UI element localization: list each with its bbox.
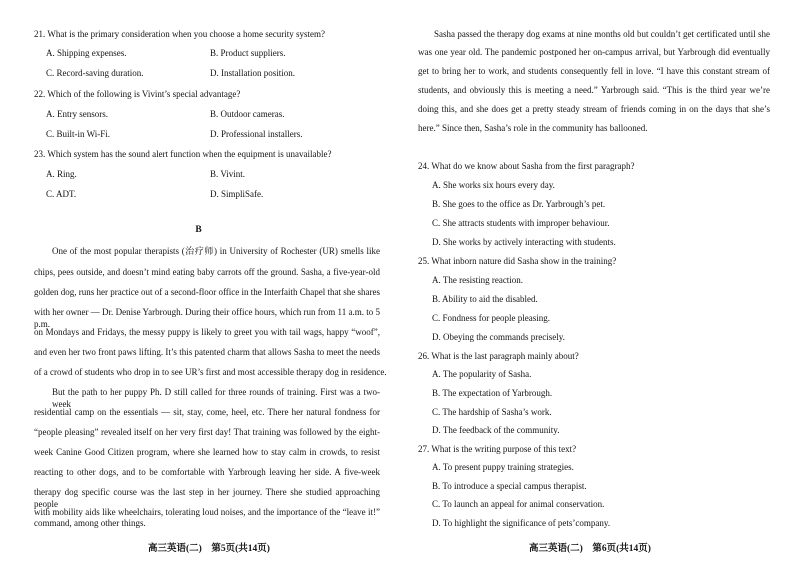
option-23a: A. Ring.: [46, 169, 77, 179]
passage-line: students, and obviously this is meeting a need.” Yarbrough said. “This is the third year we’re: [418, 85, 770, 95]
passage-line: get to bring her to work, and students consequently fell in love. “I have this constant stream of: [418, 66, 770, 76]
option-26b: B. The expectation of Yarbrough.: [432, 388, 553, 398]
passage-line: Sasha passed the therapy dog exams at nine months old but couldn’t get certificated until she: [434, 29, 770, 39]
option-27a: A. To present puppy training strategies.: [432, 462, 574, 472]
passage-line: therapy dog specific course was the last step in her journey. There she studied approaching people: [34, 487, 380, 509]
passage-line: reacting to other dogs, and to be comfortable with Yarbrough leaving her side. A five-week: [34, 467, 380, 477]
question-25-stem: 25. What inborn nature did Sasha show in the training?: [418, 256, 617, 266]
option-22c: C. Built-in Wi-Fi.: [46, 129, 110, 139]
page-footer-right: 高三英语(二) 第6页(共14页): [529, 544, 651, 554]
option-24b: B. She goes to the office as Dr. Yarbrough’s pet.: [432, 199, 606, 209]
question-26-stem: 26. What is the last paragraph mainly about?: [418, 351, 579, 361]
passage-line: command, among other things.: [34, 518, 146, 528]
question-27-stem: 27. What is the writing purpose of this text?: [418, 444, 577, 454]
option-21c: C. Record-saving duration.: [46, 68, 144, 78]
page-footer-left: 高三英语(二) 第5页(共14页): [148, 544, 270, 554]
question-21-stem: 21. What is the primary consideration when you choose a home security system?: [34, 29, 326, 39]
option-23c: C. ADT.: [46, 189, 77, 199]
passage-line: with mobility aids like wheelchairs, tolerating loud noises, and the importance of the “leave it!”: [34, 507, 380, 517]
option-22b: B. Outdoor cameras.: [210, 109, 285, 119]
passage-line: “people pleasing” revealed itself on her very first day! That training was followed by the eight-: [34, 427, 380, 437]
option-21a: A. Shipping expenses.: [46, 48, 127, 58]
passage-line: on Mondays and Fridays, the messy puppy is likely to greet you with tail wags, happy “woof”,: [34, 327, 380, 337]
option-23d: D. SimpliSafe.: [210, 189, 264, 199]
option-27d: D. To highlight the significance of pets’company.: [432, 518, 611, 528]
passage-line: here.” Since then, Sasha’s role in the community has ballooned.: [418, 123, 648, 133]
option-23b: B. Vivint.: [210, 169, 246, 179]
option-27b: B. To introduce a special campus therapist.: [432, 481, 587, 491]
passage-line: chips, pees outside, and doesn’t mind eating baby carrots off the ground. Sasha, a five-year-old: [34, 267, 380, 277]
option-21b: B. Product suppliers.: [210, 48, 286, 58]
option-24c: C. She attracts students with improper behaviour.: [432, 218, 610, 228]
question-22-stem: 22. Which of the following is Vivint’s special advantage?: [34, 89, 241, 99]
option-26d: D. The feedback of the community.: [432, 425, 560, 435]
passage-line: residential camp on the essentials — sit, stay, come, heel, etc. There her natural fondness for: [34, 407, 380, 417]
option-26a: A. The popularity of Sasha.: [432, 369, 532, 379]
question-23-stem: 23. Which system has the sound alert function when the equipment is unavailable?: [34, 149, 332, 159]
passage-line: But the path to her puppy Ph. D still called for three rounds of training. First was a two-week: [52, 387, 380, 409]
option-25d: D. Obeying the commands precisely.: [432, 332, 565, 342]
passage-line: One of the most popular therapists (治疗师) in University of Rochester (UR) smells like: [52, 246, 380, 256]
option-24a: A. She works six hours every day.: [432, 180, 555, 190]
option-25a: A. The resisting reaction.: [432, 275, 524, 285]
option-22d: D. Professional installers.: [210, 129, 303, 139]
passage-line: golden dog, runs her practice out of a second-floor office in the Interfaith Chapel that she shares: [34, 287, 380, 297]
passage-line: was one year old. The pandemic postponed her on-campus arrival, but Yarbrough did eventually: [418, 47, 770, 57]
option-25b: B. Ability to aid the disabled.: [432, 294, 538, 304]
passage-line: and even her two front paws lifting. It’s this patented charm that allows Sasha to meet the needs: [34, 347, 380, 357]
passage-line: with her owner — Dr. Denise Yarbrough. During their office hours, which run from 11 a.m. to 5 p.m.: [34, 307, 380, 329]
passage-line: doing this, and she does get a pretty steady stream of friends coming in on the days that she’s: [418, 104, 770, 114]
right-page: [397, 0, 794, 561]
passage-line: week Canine Good Citizen program, where she learned how to stay calm in crowds, to resist: [34, 447, 380, 457]
option-26c: C. The hardship of Sasha’s work.: [432, 407, 552, 417]
option-21d: D. Installation position.: [210, 68, 295, 78]
section-heading: B: [195, 225, 202, 235]
passage-line: of a crowd of students who drop in to see UR’s first and most accessible therapy dog in residence.: [34, 367, 387, 377]
option-22a: A. Entry sensors.: [46, 109, 108, 119]
option-24d: D. She works by actively interacting with students.: [432, 237, 616, 247]
question-24-stem: 24. What do we know about Sasha from the first paragraph?: [418, 161, 635, 171]
option-27c: C. To launch an appeal for animal conservation.: [432, 499, 605, 509]
option-25c: C. Fondness for people pleasing.: [432, 313, 550, 323]
